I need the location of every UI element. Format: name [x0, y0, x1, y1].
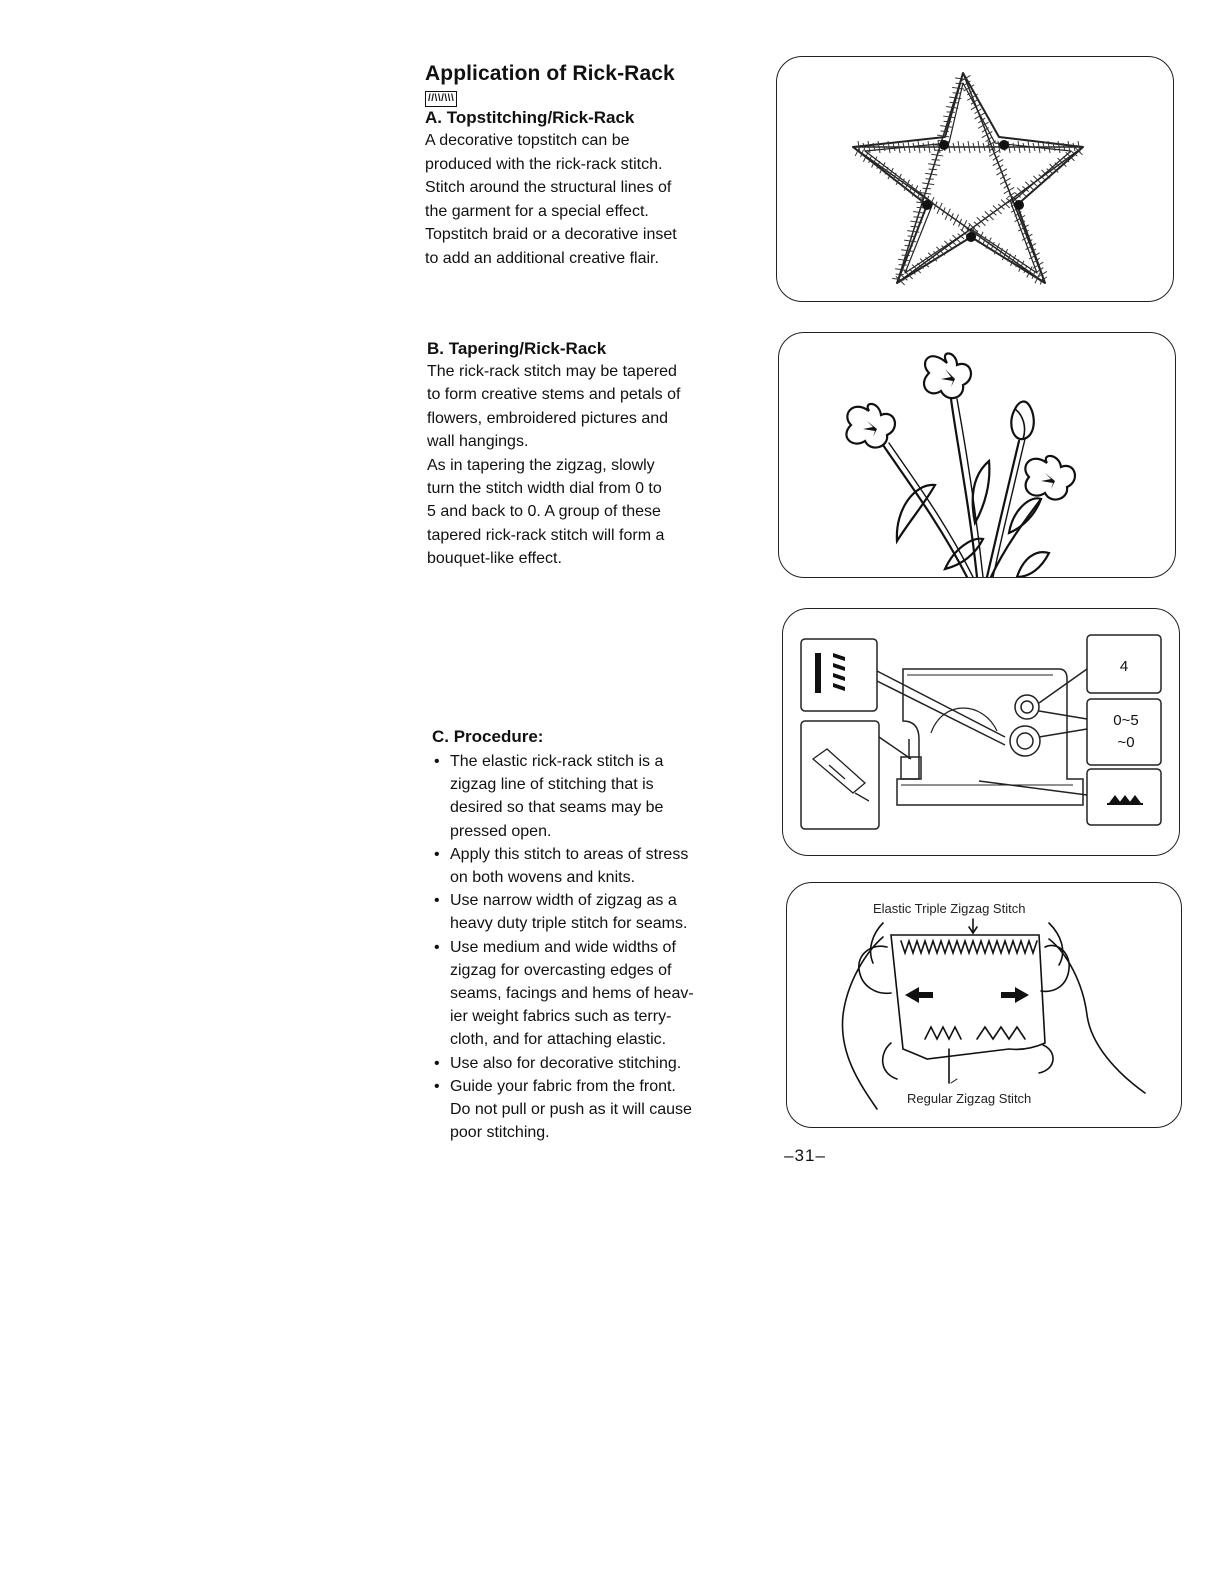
leader-line — [979, 781, 1087, 795]
list-item-line: Apply this stitch to areas of stress — [450, 845, 689, 863]
section-b-line: As in tapering the zigzag, slowly — [427, 456, 655, 474]
right-hand — [1049, 939, 1145, 1093]
left-hand-finger — [883, 1043, 897, 1079]
star-junction-dot — [922, 200, 932, 210]
list-item-line: poor stitching. — [450, 1124, 550, 1142]
section-b-line: turn the stitch width dial from 0 to — [427, 480, 662, 498]
flower-stem — [883, 445, 967, 577]
figure-machine-settings-panel — [782, 608, 1180, 856]
pattern-zigzag-marks — [833, 653, 845, 691]
bullet-icon: • — [434, 938, 440, 956]
star-junction-dot — [966, 232, 976, 242]
right-hand-thumb — [1041, 945, 1069, 991]
elastic-zigzag-stitch — [901, 941, 1037, 953]
section-b-line: The rick-rack stitch may be tapered — [427, 363, 677, 380]
flower-stem — [987, 441, 1019, 577]
list-item — [432, 843, 732, 889]
section-c — [432, 726, 732, 1144]
star-junction-dot — [999, 140, 1009, 150]
left-hand-thumb — [859, 946, 891, 993]
bullet-icon: • — [434, 845, 440, 863]
list-item-line: desired so that seams may be — [450, 799, 664, 817]
section-b-line: bouquet-like effect. — [427, 550, 562, 568]
stitch-width-dial — [1010, 726, 1040, 756]
section-a-line: to add an additional creative flair. — [425, 249, 659, 267]
bullet-icon: • — [434, 1054, 440, 1072]
right-stretch-arrow — [1001, 987, 1029, 1003]
section-b-line: wall hangings. — [427, 433, 529, 451]
list-item-line: Guide your fabric from the front. — [450, 1077, 676, 1095]
list-item-line: zigzag line of stitching that is — [450, 776, 654, 794]
flower-center-mark — [941, 369, 955, 387]
section-c-heading: C. Procedure: — [432, 727, 544, 746]
leader-line — [877, 681, 1005, 745]
list-item-line: zigzag for overcasting edges of — [450, 961, 672, 979]
figure-star-panel — [776, 56, 1174, 302]
stitch-length-value: 4 — [1119, 658, 1129, 675]
section-a-line: A decorative topstitch can be — [425, 132, 630, 149]
section-b-line: tapered rick-rack stitch will form a — [427, 526, 665, 544]
list-item-line: The elastic rick-rack stitch is a — [450, 753, 664, 770]
section-b-line: to form creative stems and petals of — [427, 386, 681, 404]
rick-rack-fringe — [855, 75, 1082, 284]
section-a-line: produced with the rick-rack stitch. — [425, 155, 663, 173]
flower-stem — [957, 399, 983, 577]
presser-foot-slot — [829, 765, 845, 779]
flower-head — [924, 353, 971, 398]
leaf — [1009, 498, 1041, 533]
left-stretch-arrow — [905, 987, 933, 1003]
leader-line — [879, 737, 911, 759]
presser-foot-shape — [813, 749, 865, 793]
list-item — [432, 1052, 732, 1075]
elastic-triple-zigzag-label: Elastic Triple Zigzag Stitch — [873, 901, 1026, 916]
fringe-stroke — [989, 150, 999, 156]
presser-foot-shank — [855, 793, 869, 801]
fringe-stroke — [1004, 187, 1014, 193]
leader-line — [1039, 729, 1087, 737]
stitch-symbol-badge: //\\/\\\ — [425, 91, 457, 107]
section-b-line: 5 and back to 0. A group of these — [427, 503, 661, 521]
procedure-list — [432, 750, 732, 1144]
flower-head — [846, 404, 895, 448]
machine-settings-illustration — [783, 609, 1179, 855]
list-item — [432, 750, 732, 843]
list-item-line: Do not pull or push as it will cause — [450, 1101, 692, 1119]
star-line — [897, 73, 963, 283]
figure-flowers-panel — [778, 332, 1176, 578]
list-item-line: Use medium and wide widths of — [450, 938, 676, 956]
leader-line — [1039, 711, 1087, 719]
fringe-stroke — [993, 159, 1003, 165]
flower-center-mark — [1041, 473, 1055, 489]
section-b — [427, 338, 727, 571]
rick-rack-star-illustration — [777, 57, 1173, 301]
list-item-line: Use narrow width of zigzag as a — [450, 892, 677, 910]
fringe-stroke — [945, 209, 950, 220]
figure-fabric-stretch-panel — [786, 882, 1182, 1128]
feed-dog-tooth — [1119, 795, 1131, 803]
flower-center-mark — [863, 421, 877, 437]
list-item-line: seams, facings and hems of heav- — [450, 985, 694, 1003]
section-a-line: Stitch around the structural lines of — [425, 179, 672, 196]
regular-zigzag-stitch — [977, 1027, 1025, 1039]
section-b-heading: B. Tapering/Rick-Rack — [427, 339, 607, 358]
feed-dog-tooth — [1129, 795, 1141, 803]
leader-line — [1039, 669, 1087, 703]
leaf — [1017, 552, 1049, 577]
page-number: –31– — [784, 1146, 826, 1165]
stitch-width-value-top: 0~5 — [1113, 712, 1139, 729]
stitch-length-dial-center — [1021, 701, 1033, 713]
fringe-stroke — [985, 141, 995, 147]
fabric-stretch-illustration — [787, 883, 1181, 1127]
list-item-line: heavy duty triple stitch for seams. — [450, 915, 688, 933]
stitch-width-setting-box — [1087, 699, 1161, 765]
tapered-bouquet-illustration — [779, 333, 1175, 577]
stitch-width-dial-center — [1017, 733, 1033, 749]
list-item-line: cloth, and for attaching elastic. — [450, 1031, 667, 1049]
feed-dog-base — [1107, 803, 1143, 805]
regular-zigzag-stitch — [925, 1027, 961, 1039]
left-hand — [842, 937, 883, 1109]
tulip-petal — [1015, 409, 1025, 439]
section-a-heading: A. Topstitching/Rick-Rack — [425, 108, 635, 127]
bullet-icon: • — [434, 892, 440, 910]
feed-dog-up-icon — [1107, 795, 1143, 805]
fringe-stroke — [996, 169, 1006, 175]
stitch-length-dial — [1015, 695, 1039, 719]
bullet-icon: • — [434, 753, 440, 770]
label-pointer-line — [951, 1079, 957, 1083]
list-item — [432, 889, 732, 935]
rick-rack-pattern-icon — [815, 653, 845, 693]
list-item — [432, 1075, 732, 1145]
list-item — [432, 936, 732, 1052]
list-item-line: on both wovens and knits. — [450, 869, 636, 887]
regular-zigzag-label: Regular Zigzag Stitch — [907, 1091, 1032, 1106]
fringe-stroke — [1000, 178, 1010, 184]
section-a — [425, 60, 677, 270]
leaf — [945, 539, 983, 569]
list-item-line: ier weight fabrics such as terry- — [450, 1008, 672, 1026]
needle-area — [901, 757, 921, 779]
flower-stem — [991, 499, 1041, 577]
fringe-stroke — [961, 220, 966, 231]
star-junction-dot — [1014, 200, 1024, 210]
list-item-line: Use also for decorative stitching. — [450, 1054, 682, 1072]
page-title: Application of Rick-Rack — [425, 62, 675, 85]
section-a-line: the garment for a special effect. — [425, 202, 649, 220]
machine-arm — [931, 708, 997, 733]
right-hand-finger — [1039, 1045, 1053, 1073]
pattern-dotted-bar — [815, 653, 821, 693]
section-b-line: flowers, embroidered pictures and — [427, 409, 669, 427]
list-item-line: pressed open. — [450, 822, 552, 840]
stitch-width-value-bottom: ~0 — [1117, 734, 1135, 751]
section-a-line: Topstitch braid or a decorative inset — [425, 226, 677, 243]
star-outline — [853, 73, 1083, 283]
presser-foot-icon — [813, 749, 869, 801]
bullet-icon: • — [434, 1077, 440, 1095]
leader-line — [877, 671, 1005, 737]
fringe-stroke — [953, 214, 958, 225]
star-junction-dot — [939, 140, 949, 150]
feed-dog-tooth — [1109, 795, 1121, 803]
fringe-stroke — [937, 203, 942, 214]
